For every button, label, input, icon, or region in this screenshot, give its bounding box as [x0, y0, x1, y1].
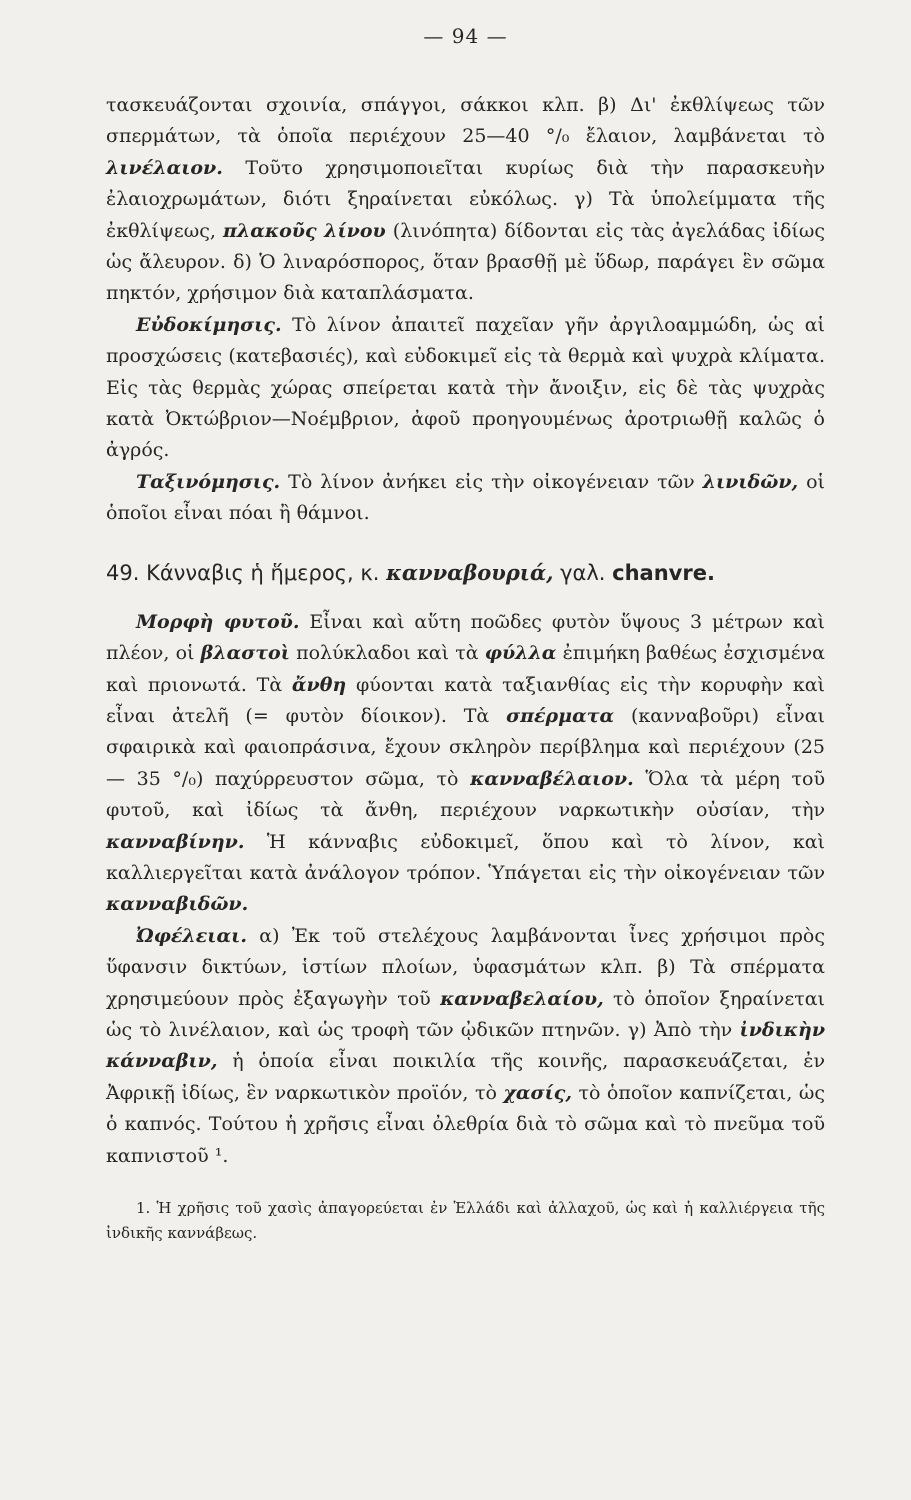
section-label-classification: Ταξινόμησις.: [136, 470, 281, 493]
text-run: (κανναβοῦρι) εἶναι σφαιρικὰ καὶ φαιοπράσινα, ἔχουν σκληρὸν περίβλημα καὶ περιέχουν (25 — 35 °/₀) παχύρρευστον σῶμα, τὸ: [106, 704, 825, 790]
term-leaves: φύλλα: [484, 642, 557, 665]
heading-common-name: κανναβουριά,: [386, 559, 554, 585]
term-seeds: σπέρματα: [506, 704, 615, 727]
term-linseed-oil: λινέλαιον.: [106, 156, 223, 179]
text-run: α) Ἐκ τοῦ στελέχους λαμβάνονται ἶνες χρήσιμοι πρὸς ὕφανσιν δικτύων, ἱστίων πλοίων, ὑφασμάτων κλπ. β) Τὰ σπέρματα χρησιμεύουν πρὸς ἐξαγωγὴν τοῦ: [106, 924, 825, 1010]
footnote: [106, 1196, 825, 1246]
paragraph-benefits: [106, 921, 825, 1172]
heading-text: 49. Κάνναβις ἡ ἥμερος, κ.: [106, 560, 387, 585]
footnote-number: 1.: [136, 1199, 151, 1217]
heading-french-name: chanvre.: [612, 560, 715, 585]
text-run: οἱ ὁποῖοι εἶναι πόαι ἢ θάμνοι.: [106, 470, 825, 525]
heading-text: γαλ.: [553, 560, 613, 585]
paragraph-classification: [106, 467, 825, 530]
text-run: Ὅλα τὰ μέρη τοῦ φυτοῦ, καὶ ἰδίως τὰ ἄνθη, περιέχουν ναρκωτικὴν οὐσίαν, τὴν: [106, 767, 825, 822]
term-cannabin: κανναβίνην.: [106, 830, 245, 853]
paragraph-plant-form: [106, 607, 825, 921]
text-run: πολύκλαδοι καὶ τὰ: [289, 642, 485, 665]
term-flowers: ἄνθη: [291, 673, 347, 696]
text-run: τασκευάζονται σχοινία, σπάγγοι, σάκκοι κλπ. β) Δι' ἐκθλίψεως τῶν σπερμάτων, τὰ ὁποῖα περιέχουν 25—40 °/₀ ἔλαιον, λαμβάνεται τὸ: [106, 94, 825, 148]
paragraph-linseed-uses: [106, 90, 825, 310]
section-label-benefits: Ὠφέλειαι.: [136, 924, 247, 947]
term-cannabaceae: κανναβιδῶν.: [106, 893, 249, 916]
text-run: Εἶναι καὶ αὕτη ποῶδες φυτὸν ὕψους 3 μέτρων καὶ πλέον, οἱ: [106, 610, 826, 665]
text-run: φύονται κατὰ ταξιανθίας εἰς τὴν κορυφὴν καὶ εἶναι ἀτελῆ (= φυτὸν δίοικον). Τὰ: [106, 673, 825, 727]
term-indian-hemp: ἰνδικὴν κάνναβιν,: [106, 1018, 825, 1073]
section-heading-hemp: [106, 560, 825, 585]
text-run: ἐπιμήκη βαθέως ἐσχισμένα καὶ πριονωτά. Τὰ: [106, 642, 825, 696]
section-label-cultivation: Εὐδοκίμησις.: [136, 313, 282, 336]
term-hemp-oil: κανναβέλαιον.: [470, 767, 634, 790]
term-hashish: χασίς,: [503, 1081, 572, 1104]
page-number: — 94 —: [423, 24, 508, 48]
text-run: Τὸ λίνον ἀπαιτεῖ παχεῖαν γῆν ἀργιλοαμμώδη, ὡς αἱ προσχώσεις (κατεβασιές), καὶ εὐδοκιμεῖ εἰς τὰ θερμὰ καὶ ψυχρὰ κλίματα. Εἰς τὰς θερμὰς χώρας σπείρεται κατὰ τὴν ἄνοιξιν, εἰς δὲ τὰς ψυχρὰς κατὰ Ὀκτώβριον—Νοέμβριον, ἀφοῦ προηγουμένως ἀροτριωθῇ καλῶς ὁ ἀγρός.: [106, 313, 825, 462]
footnote-text: Ἡ χρῆσις τοῦ χασὶς ἀπαγορεύεται ἐν Ἑλλάδι καὶ ἀλλαχοῦ, ὡς καὶ ἡ καλλιέργεια τῆς ἰνδικῆς καννάβεως.: [106, 1199, 825, 1242]
text-run: Ἡ κάνναβις εὐδοκιμεῖ, ὅπου καὶ τὸ λίνον, καὶ καλλιεργεῖται κατὰ ἀνάλογον τρόπον. Ὑπάγεται εἰς τὴν οἰκογένειαν τῶν: [106, 830, 825, 884]
text-run: Τὸ λίνον ἀνήκει εἰς τὴν οἰκογένειαν τῶν: [280, 470, 703, 493]
term-shoots: βλαστοὶ: [200, 642, 290, 665]
text-run: ἡ ὁποία εἶναι ποικιλία τῆς κοινῆς, παρασκευάζεται, ἐν Ἀφρικῇ ἰδίως, ἓν ναρκωτικὸν προϊόν, τὸ: [106, 1050, 825, 1104]
term-hemp-oil-genitive: κανναβελαίου,: [440, 987, 604, 1010]
section-label-plant-form: Μορφὴ φυτοῦ.: [136, 610, 300, 633]
term-linseed-cake: πλακοῦς λίνου: [223, 219, 386, 242]
text-run: (λινόπητα) δίδονται εἰς τὰς ἀγελάδας ἰδίως ὡς ἄλευρον. δ) Ὁ λιναρόσπορος, ὅταν βρασθῇ μὲ ὕδωρ, παράγει ἓν σῶμα πηκτόν, χρήσιμον διὰ καταπλάσματα.: [106, 219, 825, 305]
text-run: Τοῦτο χρησιμοποιεῖται κυρίως διὰ τὴν παρασκευὴν ἐλαιοχρωμάτων, διότι ξηραίνεται εὐκόλως. γ) Τὰ ὑπολείμματα τῆς ἐκθλίψεως,: [106, 156, 825, 242]
paragraph-cultivation: [106, 310, 825, 467]
text-run: τὸ ὁποῖον καπνίζεται, ὡς ὁ καπνός. Τούτου ἡ χρῆσις εἶναι ὀλεθρία διὰ τὸ σῶμα καὶ τὸ πνεῦμα τοῦ καπνιστοῦ ¹.: [106, 1081, 826, 1167]
term-linaceae: λινιδῶν,: [702, 470, 799, 493]
text-run: τὸ ὁποῖον ξηραίνεται ὡς τὸ λινέλαιον, καὶ ὡς τροφὴ τῶν ᾠδικῶν πτηνῶν. γ) Ἀπὸ τὴν: [106, 987, 825, 1041]
